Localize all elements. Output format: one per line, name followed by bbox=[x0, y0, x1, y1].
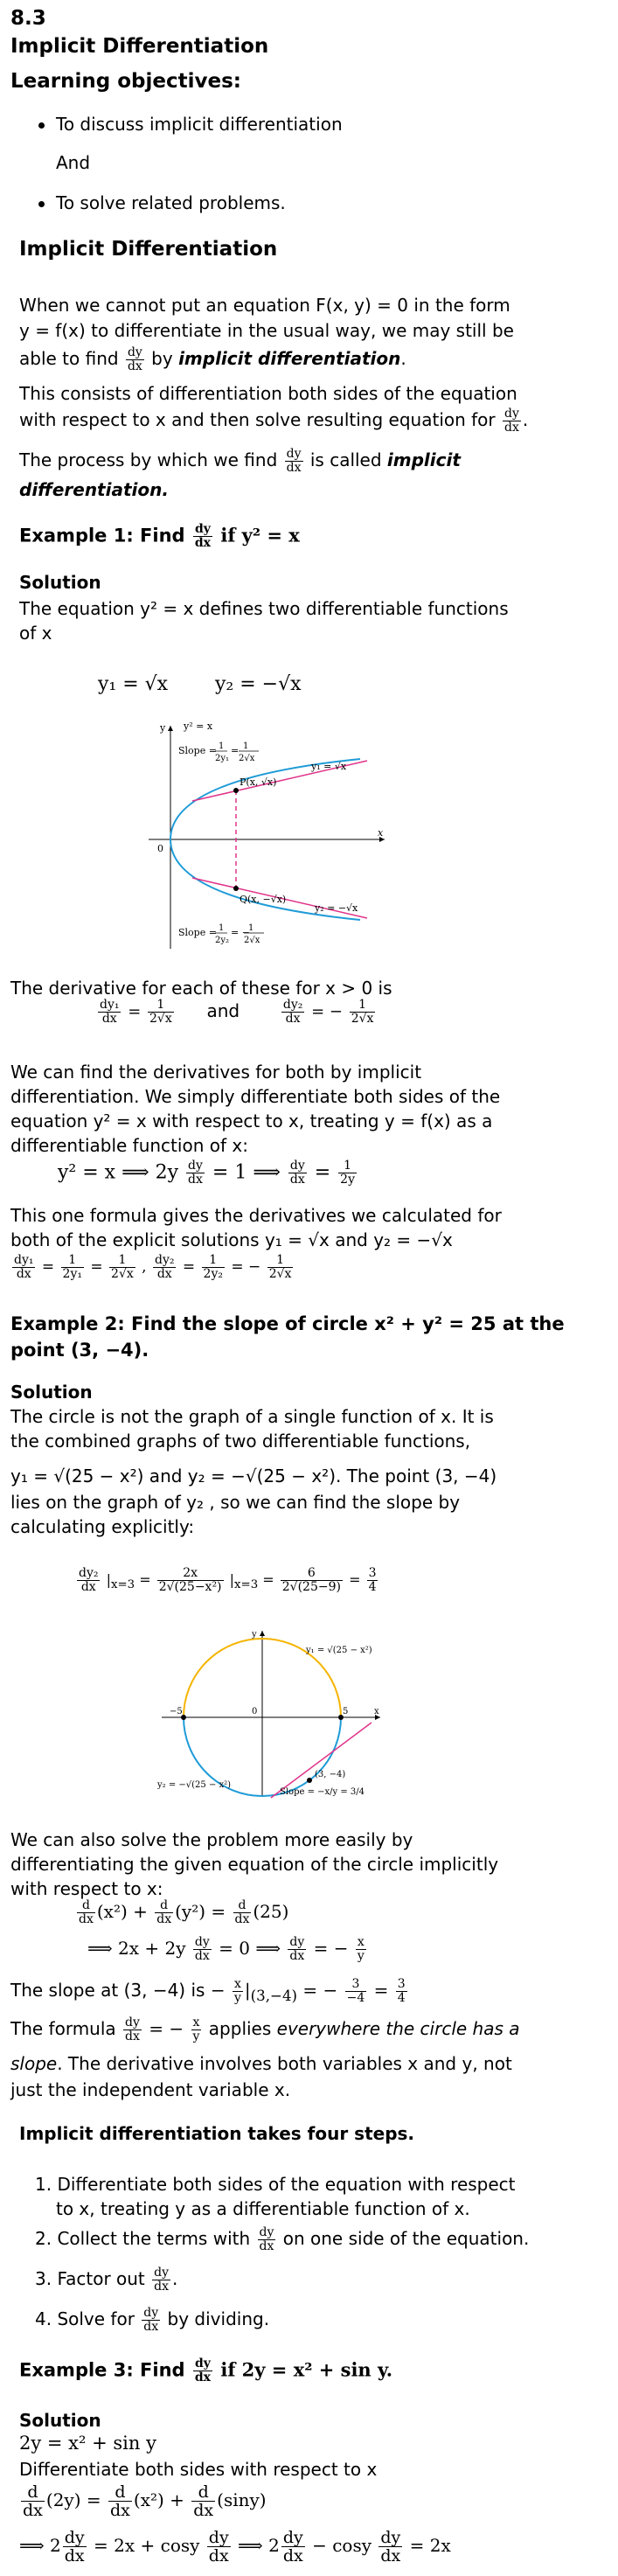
graph-label: (3, −4) bbox=[315, 1770, 346, 1779]
objective-and: And bbox=[56, 152, 91, 173]
intro-line: This consists of differentiation both sides of the equation bbox=[19, 383, 517, 404]
bullet-icon bbox=[38, 201, 45, 207]
step-item: 4. Solve for $\frac{dy}{dx}$ by dividing. bbox=[35, 2306, 270, 2334]
svg-text:1: 1 bbox=[243, 741, 249, 751]
intro-line: When we cannot put an equation F(x, y) = 0 in the form bbox=[19, 295, 510, 316]
implicit-circle-eq-2: ⟹ 2x + 2y $\frac{dy}{dx}$ = 0 ⟹ $\frac{dy}{dx}$ = − $\frac{x}{y}$ bbox=[87, 1935, 365, 1963]
text-line: y₁ = √(25 − x²) and y₂ = −√(25 − x²). The point (3, −4) bbox=[10, 1466, 497, 1486]
parabola-graph bbox=[131, 717, 393, 953]
svg-text:= −: = − bbox=[231, 927, 250, 938]
text-line: both of the explicit solutions y₁ = √x and y₂ = −√x bbox=[10, 1229, 453, 1250]
graph-label: y bbox=[252, 1630, 257, 1640]
text-line: The slope at (3, −4) is − $\frac{x}{y}$ $|_{(3,-4)}$ = − $\frac{3}{-4}$ = $\frac{3}{4}$ bbox=[10, 1977, 406, 2005]
step-item: 2. Collect the terms with $\frac{dy}{dx}$ on one side of the equation. bbox=[35, 2225, 530, 2253]
example-heading: Example 2: Find the slope of circle x² + y² = 25 at the bbox=[10, 1313, 565, 1334]
svg-text:1: 1 bbox=[219, 741, 225, 751]
circle-graph bbox=[157, 1626, 385, 1801]
svg-text:2√x: 2√x bbox=[244, 936, 260, 945]
text-line: slope. The derivative involves both variables x and y, not bbox=[10, 2053, 512, 2074]
text-line: lies on the graph of y₂ , so we can find the slope by bbox=[10, 1492, 461, 1513]
graph-label: y₁ = √x bbox=[311, 761, 347, 772]
text-line: differentiating the given equation of the circle implicitly bbox=[10, 1854, 499, 1875]
graph-label: 5 bbox=[343, 1707, 349, 1716]
text-line: This one formula gives the derivatives we calculated for bbox=[10, 1205, 502, 1226]
svg-text:1: 1 bbox=[219, 923, 225, 933]
svg-text:2y₂: 2y₂ bbox=[215, 936, 230, 945]
graph-label: 0 bbox=[157, 843, 163, 854]
svg-text:2y₁: 2y₁ bbox=[215, 754, 230, 763]
graph-label: Q(x, −√x) bbox=[240, 894, 287, 905]
text-line: The derivative for each of these for x > 0 is bbox=[10, 978, 392, 999]
svg-text:1: 1 bbox=[248, 923, 254, 933]
equation-derivative: $\frac{d}{dx}$ (2y) = $\frac{d}{dx}$ (x²) + $\frac{d}{dx}$ (siny) bbox=[23, 2482, 267, 2520]
equation-y1: y₁ = √x bbox=[98, 673, 169, 695]
intro-line: The process by which we find $\frac{dy}{dx}$ is called implicit bbox=[19, 447, 461, 475]
intro-line: differentiation. bbox=[19, 479, 169, 500]
graph-label: y² = x bbox=[184, 721, 213, 732]
example-heading: Example 3: Find $\frac{dy}{dx}$ if 2y = x² + sin y. bbox=[19, 2357, 393, 2385]
step-item: 1. Differentiate both sides of the equation with respect bbox=[35, 2174, 516, 2195]
text-line: We can find the derivatives for both by implicit bbox=[10, 1062, 422, 1083]
text-line: differentiable function of x: bbox=[10, 1135, 248, 1156]
text-line: The circle is not the graph of a single function of x. It is bbox=[10, 1406, 494, 1427]
solution-label: Solution bbox=[10, 1382, 93, 1403]
derivative-check: $\frac{\text{dy₁}}{dx}$ = $\frac{1}{\text{2y₁}}$ = $\frac{1}{2√x}$ , $\frac{\text{dy₂}}{dx}$ = $\frac{1}{\text{2y₂}}$ = − $\frac{1}{2√x}$ bbox=[14, 1253, 292, 1281]
intro-line: y = f(x) to differentiate in the usual way, we may still be bbox=[19, 320, 514, 341]
graph-label: y₂ = −√(25 − x²) bbox=[157, 1780, 232, 1790]
step-item: to x, treating y as a differentiable function of x. bbox=[56, 2198, 470, 2219]
graph-label: x bbox=[378, 827, 384, 839]
equation-line: 2y = x² + sin y bbox=[19, 2433, 156, 2454]
section-number: 8.3 bbox=[10, 7, 46, 30]
objectives-heading: Learning objectives: bbox=[10, 70, 241, 93]
objective-2: To solve related problems. bbox=[56, 192, 286, 213]
intro-line: with respect to x and then solve resulting equation for $\frac{dy}{dx}$ . bbox=[19, 407, 529, 435]
graph-label: Slope = −x/y = 3/4 bbox=[280, 1787, 365, 1797]
implicit-equation: y² = x ⟹ 2y $\frac{dy}{dx}$ = 1 ⟹ $\frac{dy}{dx}$ = $\frac{1}{2y}$ bbox=[58, 1159, 355, 1187]
svg-text:=: = bbox=[231, 745, 240, 756]
text-line: of x bbox=[19, 623, 52, 644]
text-line: Differentiate both sides with respect to x bbox=[19, 2459, 378, 2480]
text-line: just the independent variable x. bbox=[10, 2079, 291, 2100]
bullet-icon bbox=[38, 122, 45, 129]
text-line: the combined graphs of two differentiable functions, bbox=[10, 1431, 471, 1452]
steps-heading: Implicit differentiation takes four steps. bbox=[19, 2123, 415, 2144]
solution-label: Solution bbox=[19, 572, 101, 593]
text-line: differentiation. We simply differentiate both sides of the bbox=[10, 1086, 501, 1107]
svg-text:2√x: 2√x bbox=[239, 754, 255, 763]
graph-label: y₁ = √(25 − x²) bbox=[306, 1646, 372, 1655]
implicit-circle-eq: $\frac{d}{dx}$ (x²) + $\frac{d}{dx}$ (y²) = $\frac{d}{dx}$ (25) bbox=[79, 1898, 289, 1926]
equation-y2: y₂ = −√x bbox=[215, 673, 302, 695]
graph-label: Slope = bbox=[178, 745, 217, 756]
slope-calculation: $\frac{\text{dy₂}}{dx}$ $|_{x=3}$ = $\frac{2x}{\text{2√(25−x²)}}$ $|_{x=3}$ = $\frac{6}{2√(25-9)}$ = $\frac{3}{4}$ bbox=[79, 1566, 377, 1594]
graph-label: P(x, √x) bbox=[240, 776, 277, 788]
page-title: Implicit Differentiation bbox=[10, 35, 269, 58]
graph-label: 0 bbox=[252, 1707, 258, 1716]
intro-line: able to find $\frac{dy}{dx}$ by implicit differentiation. bbox=[19, 345, 406, 373]
graph-label: x bbox=[374, 1707, 379, 1716]
text-line: We can also solve the problem more easily by bbox=[10, 1829, 413, 1850]
equation-result: ⟹ 2 $\frac{dy}{dx}$ = 2x + cosy $\frac{dy}{dx}$ ⟹ 2 $\frac{dy}{dx}$ − cosy $\frac{dy}{dx}$ = 2x bbox=[19, 2528, 451, 2566]
text-line: The formula $\frac{dy}{dx}$ = − $\frac{x}{y}$ applies everywhere the circle has a bbox=[10, 2016, 520, 2043]
derivative-pair: $\frac{\text{dy₁}}{dx}$ = $\frac{1}{2√x}$ and $\frac{\text{dy₂}}{dx}$ = − $\frac{1}{2√x}$ bbox=[100, 998, 374, 1026]
graph-label: Slope = bbox=[178, 927, 217, 938]
objective-1: To discuss implicit differentiation bbox=[56, 114, 343, 135]
example-heading: point (3, −4). bbox=[10, 1340, 149, 1361]
graph-label: y bbox=[160, 722, 166, 734]
text-line: equation y² = x with respect to x, treating y = f(x) as a bbox=[10, 1110, 493, 1131]
solution-label: Solution bbox=[19, 2410, 101, 2431]
example-heading: Example 1: Find $\frac{dy}{dx}$ if y² = x bbox=[19, 522, 300, 550]
section-heading: Implicit Differentiation bbox=[19, 238, 278, 261]
step-item: 3. Factor out $\frac{dy}{dx}$ . bbox=[35, 2266, 178, 2294]
text-line: with respect to x: bbox=[10, 1878, 163, 1899]
graph-label: −5 bbox=[170, 1707, 183, 1716]
text-line: The equation y² = x defines two differentiable functions bbox=[19, 598, 509, 619]
graph-label: y₂ = −√x bbox=[315, 902, 358, 914]
text-line: calculating explicitly: bbox=[10, 1516, 195, 1537]
